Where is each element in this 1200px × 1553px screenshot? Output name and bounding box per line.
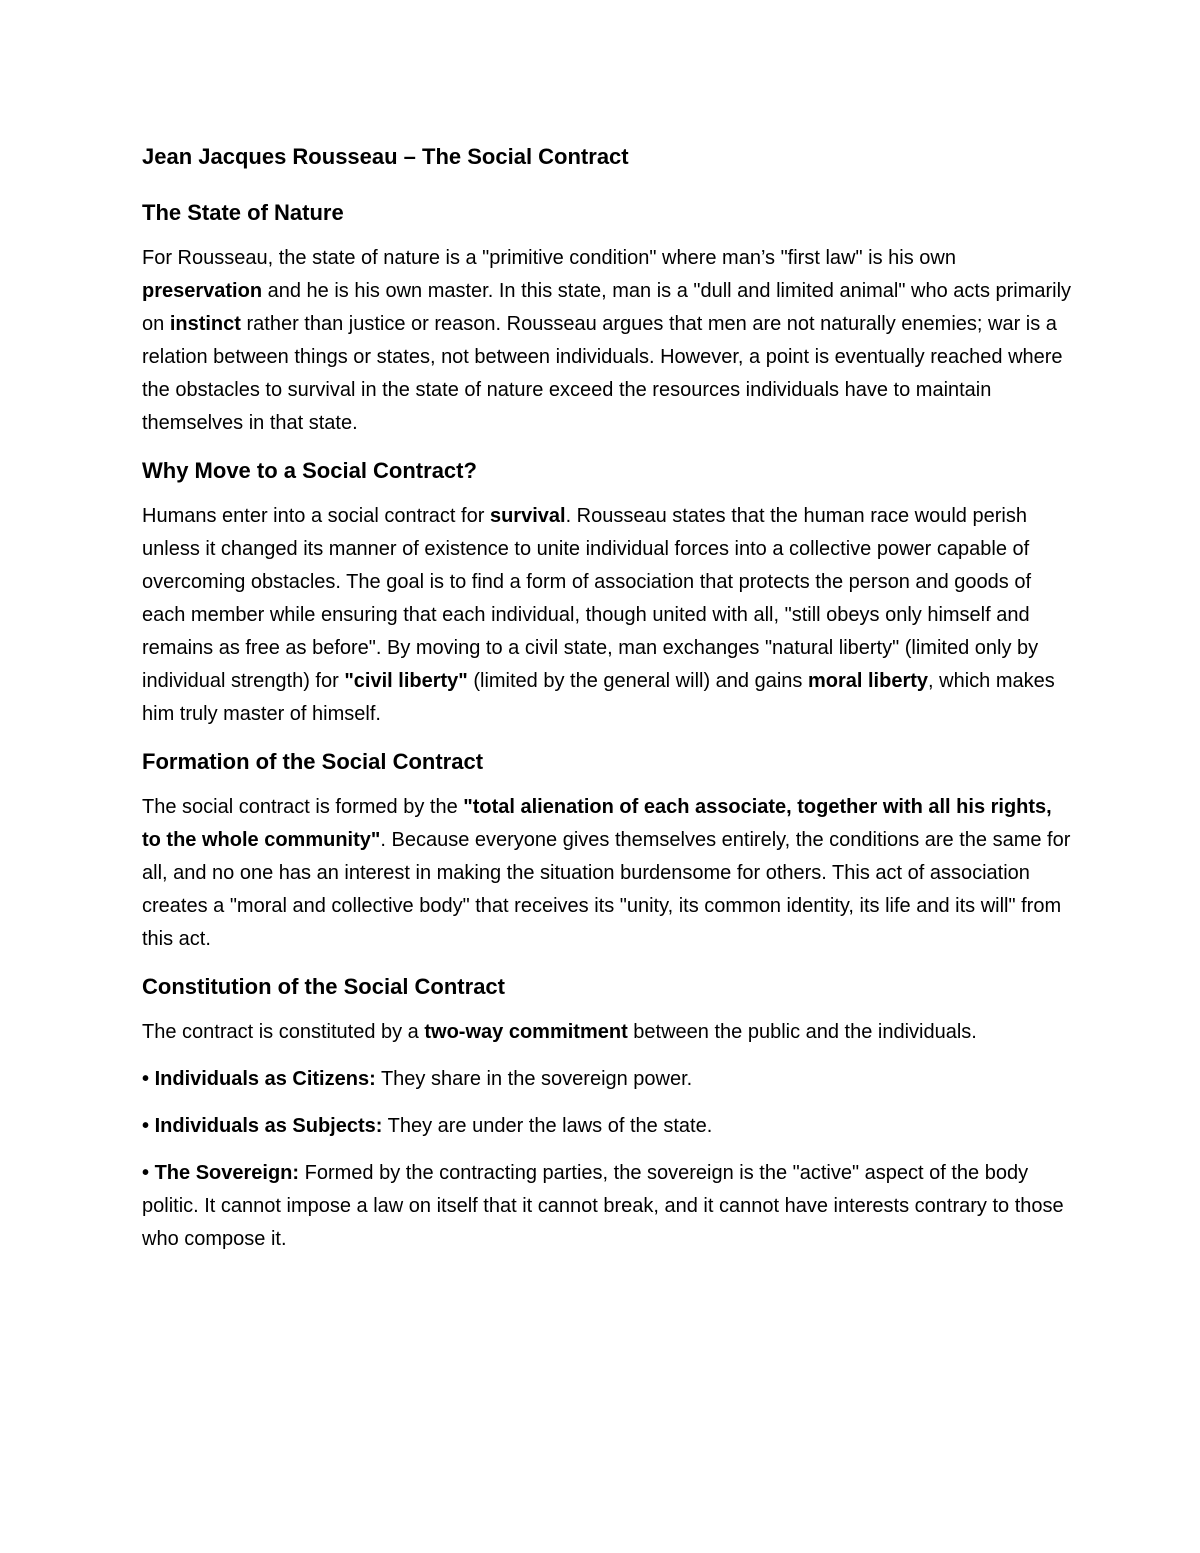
paragraph-constitution	[142, 1016, 1072, 1049]
text-run: . Because everyone gives themselves entirely, the conditions are the same for all, and no one has an interest in making the situation burdensome for others. This act of association creates a "moral and collective body" that receives its "unity, its common identity, its life and its will" from this act.	[142, 829, 1071, 950]
text-run: (limited by the general will) and gains	[467, 670, 808, 692]
list-item	[142, 1110, 1072, 1143]
text-run: The contract is constituted by a	[142, 1021, 425, 1043]
paragraph-why-move	[142, 500, 1072, 731]
section-heading-constitution: Constitution of the Social Contract	[142, 974, 505, 999]
bullet-marker: •	[142, 1162, 150, 1184]
section-heading-state-of-nature: The State of Nature	[142, 200, 344, 225]
bold-term-instinct: instinct	[169, 313, 241, 335]
text-run: For Rousseau, the state of nature is a "primitive condition" where man’s "first law" is his own	[142, 247, 956, 269]
list-item	[142, 1157, 1072, 1256]
bullet-text: They share in the sovereign power.	[375, 1068, 693, 1090]
bullet-label: The Sovereign:	[154, 1162, 300, 1184]
text-run: and he is his own master. In this state, man is a "dull and limited animal" who acts primarily on	[142, 280, 1072, 335]
bold-term-moral-liberty: moral liberty	[807, 670, 929, 692]
list-item	[142, 1063, 1072, 1096]
text-run: rather than justice or reason. Rousseau argues that men are not naturally enemies; war is a relation between things or states, not between individuals. However, a point is eventually reached where the obstacles to survival in the state of nature exceed the resources individuals have to maintain themselves in that state.	[142, 313, 1063, 434]
paragraph-formation	[142, 791, 1072, 956]
bullet-label: Individuals as Subjects:	[154, 1115, 383, 1137]
document-title: Jean Jacques Rousseau – The Social Contract	[142, 144, 629, 169]
bold-term-survival: survival	[489, 505, 566, 527]
text-run: The social contract is formed by the	[142, 796, 464, 818]
bullet-marker: •	[142, 1068, 150, 1090]
bold-term-civil-liberty: "civil liberty"	[344, 670, 468, 692]
bold-term-two-way-commitment: two-way commitment	[424, 1021, 628, 1043]
paragraph-state-of-nature	[142, 242, 1072, 440]
bullet-marker: •	[142, 1115, 150, 1137]
section-heading-formation: Formation of the Social Contract	[142, 749, 484, 774]
bold-term-total-alienation: "total alienation of each associate, together with all his rights, to the whole community"	[142, 796, 1052, 851]
text-run: Humans enter into a social contract for	[142, 505, 490, 527]
section-heading-why-move: Why Move to a Social Contract?	[142, 458, 477, 483]
text-run: between the public and the individuals.	[627, 1021, 977, 1043]
bold-term-preservation: preservation	[142, 280, 263, 302]
bullet-text: Formed by the contracting parties, the sovereign is the "active" aspect of the body politic. It cannot impose a law on itself that it cannot break, and it cannot have interests contrary to those who compose it.	[142, 1162, 1064, 1250]
text-run: . Rousseau states that the human race would perish unless it changed its manner of existence to unite individual forces into a collective power capable of overcoming obstacles. The goal is to find a form of association that protects the person and goods of each member while ensuring that each individual, though united with all, "still obeys only himself and remains as free as before". By moving to a civil state, man exchanges "natural liberty" (limited only by individual strength) for	[142, 505, 1039, 692]
bullet-text: They are under the laws of the state.	[382, 1115, 713, 1137]
text-run: , which makes him truly master of himself.	[142, 670, 1055, 725]
document-page	[142, 140, 1072, 1270]
bullet-label: Individuals as Citizens:	[154, 1068, 376, 1090]
